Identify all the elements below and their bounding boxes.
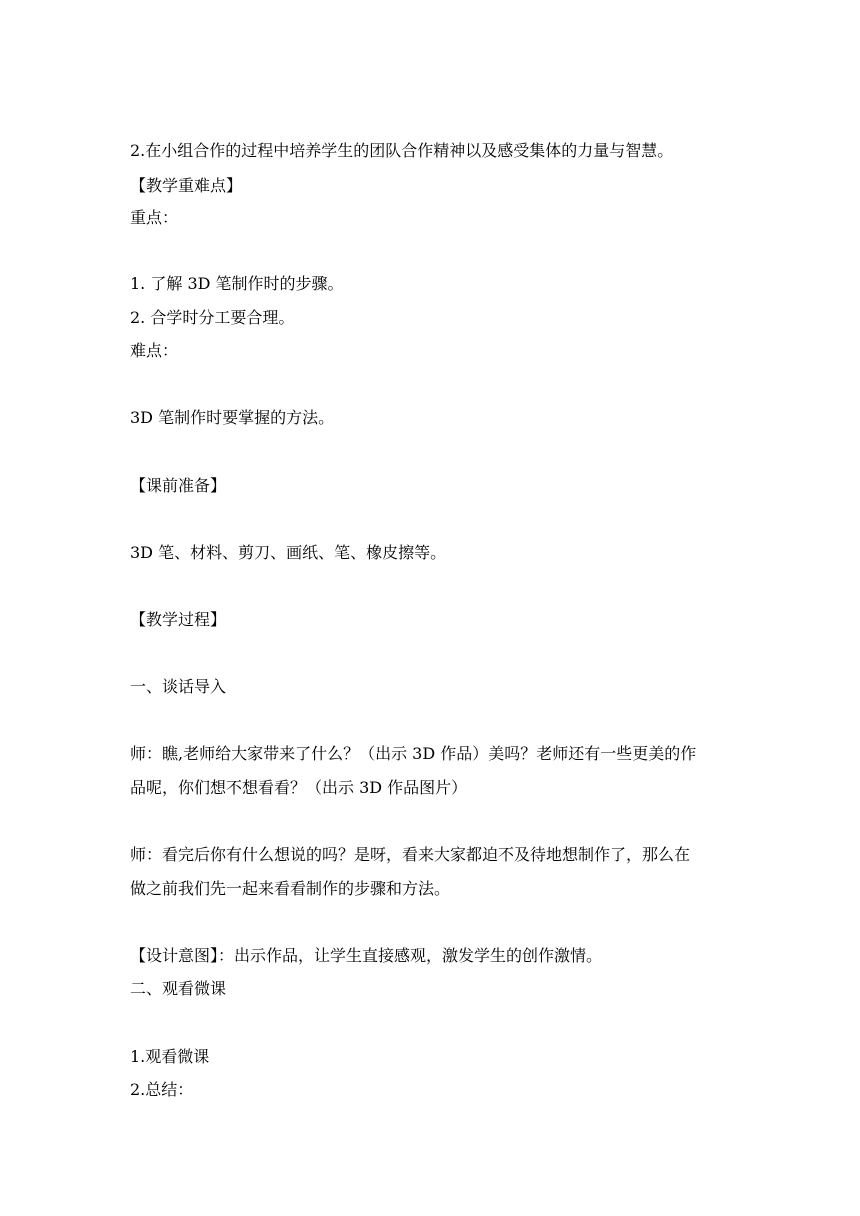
section-1-title: 一、谈话导入 — [130, 677, 227, 696]
dialogue-1-line-1: 师：瞧,老师给大家带来了什么？（出示 3D 作品）美吗？老师还有一些更美的作 — [130, 744, 697, 763]
section-2-step-2: 2.总结： — [130, 1080, 194, 1099]
key-point-1: 1. 了解 3D 笔制作时的步骤。 — [130, 274, 344, 293]
objective-line-2: 2.在小组合作的过程中培养学生的团队合作精神以及感受集体的力量与智慧。 — [130, 141, 674, 160]
section-2-step-1: 1.观看微课 — [130, 1047, 210, 1066]
design-intent: 【设计意图】：出示作品，让学生直接感观，激发学生的创作激情。 — [130, 946, 603, 965]
dialogue-1-line-2: 品呢，你们想不想看看？（出示 3D 作品图片） — [130, 778, 468, 797]
difficult-point-1: 3D 笔制作时要掌握的方法。 — [130, 408, 335, 427]
heading-preparation: 【课前准备】 — [130, 476, 227, 495]
label-difficult-points: 难点： — [130, 341, 179, 360]
label-key-points: 重点： — [130, 208, 179, 227]
section-2-title: 二、观看微课 — [130, 979, 227, 998]
preparation-materials: 3D 笔、材料、剪刀、画纸、笔、橡皮擦等。 — [130, 543, 447, 562]
heading-teaching-process: 【教学过程】 — [130, 610, 227, 629]
dialogue-2-line-1: 师：看完后你有什么想说的吗？是呀，看来大家都迫不及待地想制作了，那么在 — [130, 845, 691, 864]
heading-key-difficult-points: 【教学重难点】 — [130, 176, 243, 195]
key-point-2: 2. 合学时分工要合理。 — [130, 308, 295, 327]
dialogue-2-line-2: 做之前我们先一起来看看制作的步骤和方法。 — [130, 879, 451, 898]
